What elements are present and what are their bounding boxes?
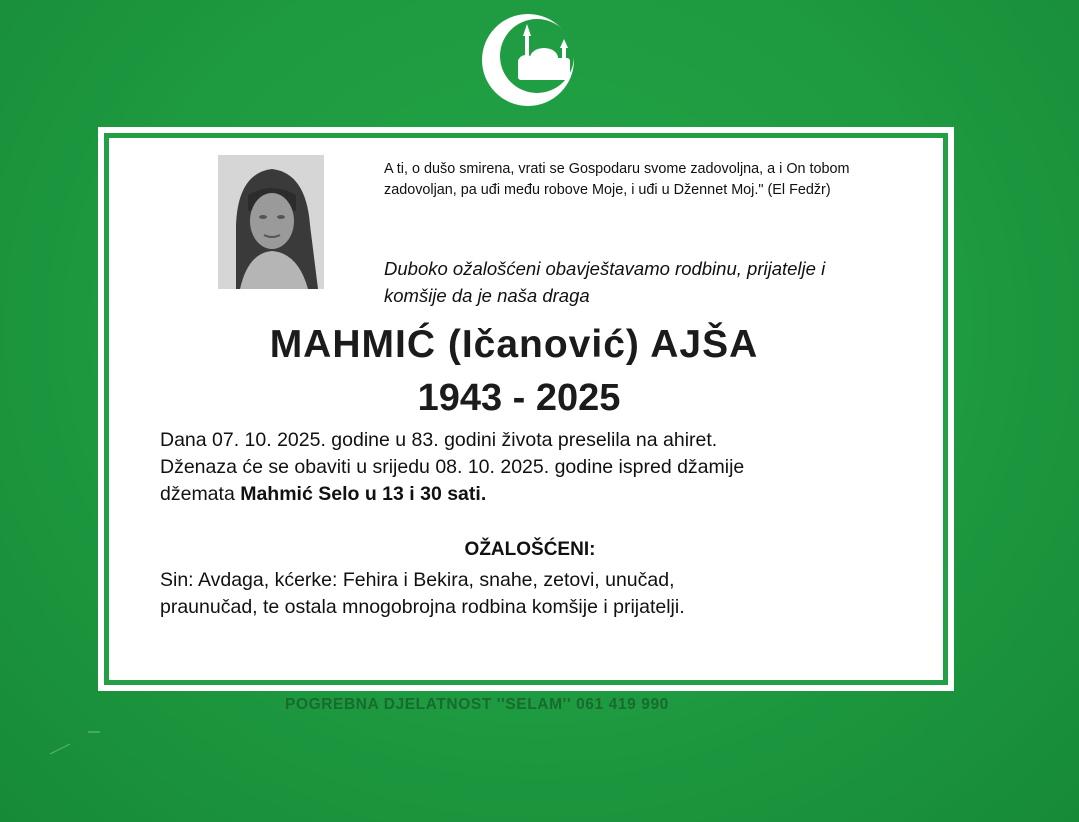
- deceased-years: 1943 - 2025: [417, 377, 621, 419]
- funeral-details: [160, 427, 920, 508]
- mourners-heading: OŽALOŠĆENI:: [464, 539, 596, 560]
- mourners-line: Sin: Avdaga, kćerke: Fehira i Bekira, snahe, zetovi, unučad,: [160, 569, 675, 591]
- details-line: Dženaza će se obaviti u srijedu 08. 10. 2025. godine ispred džamije: [160, 456, 745, 478]
- details-line: [160, 481, 920, 508]
- scratch-mark: [48, 728, 104, 758]
- funeral-location-time: Mahmić Selo u 13 i 30 sati.: [240, 483, 487, 505]
- quote-line: zadovoljan, pa uđi među robove Moje, i uđi u Džennet Moj." (El Fedžr): [384, 182, 831, 198]
- intro-line: komšije da je naša draga: [384, 285, 590, 306]
- quran-quote: [384, 159, 944, 201]
- quote-line: A ti, o dušo smirena, vrati se Gospodaru svome zadovoljna, a i On tobom: [384, 161, 850, 177]
- mourners-line: praunučad, te ostala mnogobrojna rodbina komšije i prijatelji.: [160, 596, 685, 618]
- details-line: Dana 07. 10. 2025. godine u 83. godini života preselila na ahiret.: [160, 429, 718, 451]
- portrait-photo: [218, 155, 324, 289]
- portrait-image: [218, 155, 324, 289]
- announcement-intro: [384, 255, 944, 309]
- mourners-list: [160, 567, 920, 621]
- obituary-card: [98, 127, 954, 691]
- crescent-mosque-icon: [478, 12, 582, 108]
- intro-line: Duboko ožalošćeni obavještavamo rodbinu, prijatelje i: [384, 258, 826, 279]
- deceased-name: MAHMIĆ (Ičanović) AJŠA: [269, 323, 759, 366]
- details-prefix: džemata: [160, 483, 241, 505]
- funeral-service-footer: POGREBNA DJELATNOST ''SELAM'' 061 419 990: [285, 696, 669, 713]
